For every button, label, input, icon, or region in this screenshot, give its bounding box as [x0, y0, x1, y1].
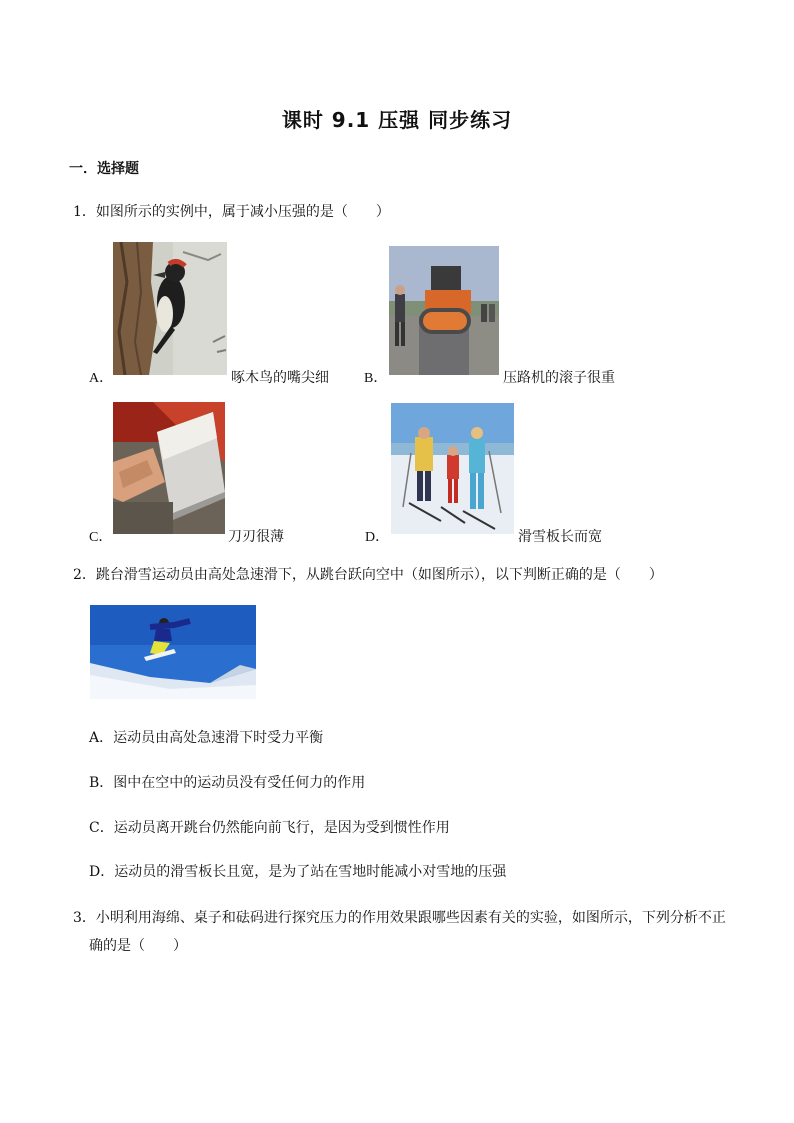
question-3-stem-line1: 3．小明利用海绵、桌子和砝码进行探究压力的作用效果跟哪些因素有关的实验，如图所示，下列分析不正: [73, 910, 726, 926]
q1-option-b-caption: 压路机的滚子很重: [503, 370, 615, 386]
question-3-stem-line2: 确的是（ ）: [89, 938, 187, 954]
q2-option-b: B．图中在空中的运动员没有受任何力的作用: [89, 775, 366, 791]
q1-option-b-letter: B．: [364, 371, 388, 386]
question-1-stem: 1．如图所示的实例中，属于减小压强的是（ ）: [73, 204, 390, 220]
q1-option-d-caption: 滑雪板长而宽: [518, 529, 602, 545]
q2-option-a: A．运动员由高处急速滑下时受力平衡: [89, 730, 324, 746]
cleaver-image: [113, 402, 225, 534]
q1-option-c-caption: 刀刃很薄: [228, 529, 284, 545]
q1-option-a-caption: 啄木鸟的嘴尖细: [231, 370, 329, 386]
question-2-stem: 2．跳台滑雪运动员由高处急速滑下，从跳台跃向空中（如图所示），以下判断正确的是（ ）: [73, 567, 663, 583]
ski-jumper-image: [90, 605, 256, 699]
q1-option-c-letter: C．: [89, 530, 113, 545]
q1-option-d-letter: D．: [365, 530, 390, 545]
q2-option-c: C．运动员离开跳台仍然能向前飞行，是因为受到惯性作用: [89, 820, 450, 836]
q1-option-a-letter: A．: [89, 371, 114, 386]
road-roller-image: [389, 246, 499, 375]
woodpecker-image: [113, 242, 227, 375]
q2-option-d: D．运动员的滑雪板长且宽，是为了站在雪地时能减小对雪地的压强: [89, 864, 507, 880]
page-title: 课时 9.1 压强 同步练习: [281, 108, 513, 132]
section-heading: 一．选择题: [69, 161, 139, 177]
skiers-image: [391, 403, 514, 534]
